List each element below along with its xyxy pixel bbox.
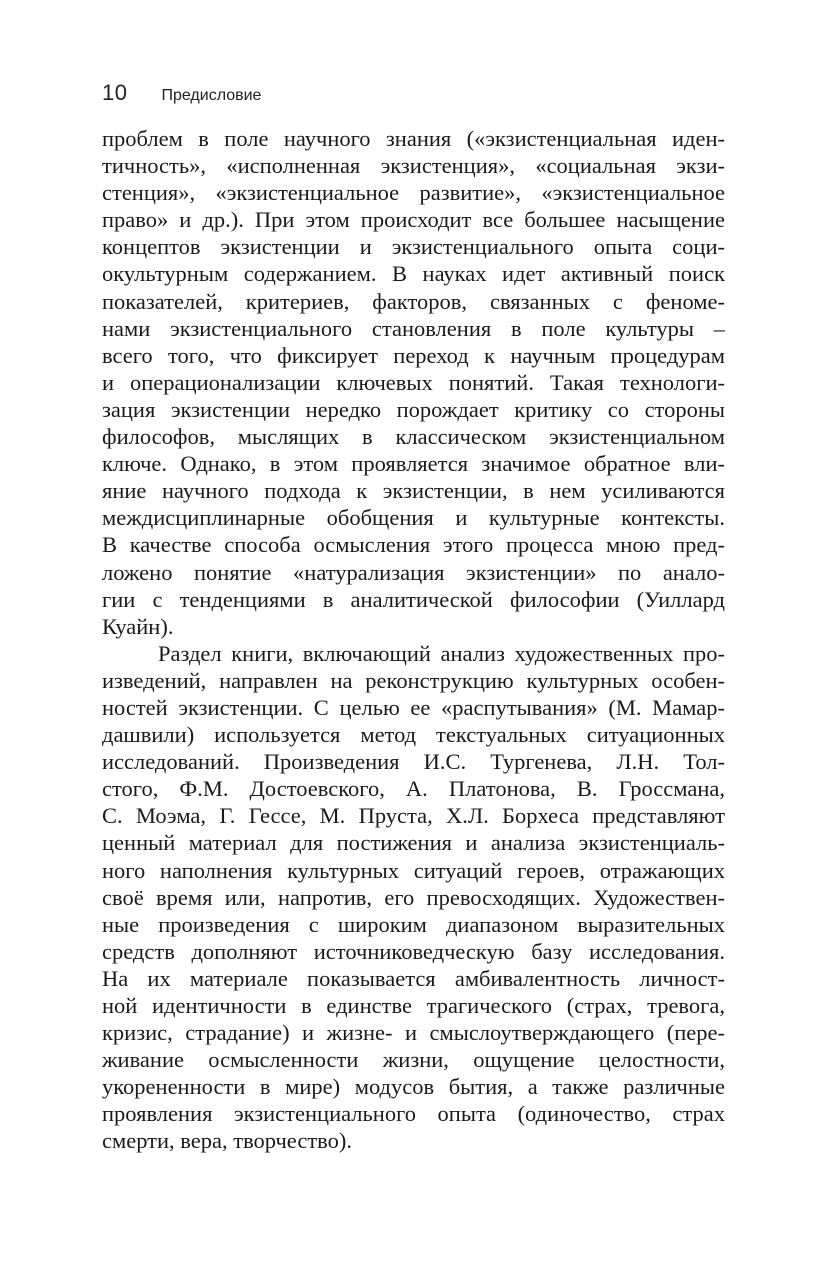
text-line: В качестве способа осмысления этого процесса мною пред- [102,532,725,558]
text-line: укорененности в мире) модусов бытия, а также различные [102,1074,725,1100]
text-line: проявления экзистенциального опыта (одиночество, страх [102,1101,725,1127]
text-line: зация экзистенции нередко порождает критику со стороны [102,396,725,422]
text-line: ключе. Однако, в этом проявляется значимое обратное вли- [102,451,725,477]
text-line: На их материале показывается амбивалентность личност- [102,965,725,991]
text-line: нами экзистенциального становления в поле культуры – [102,315,725,341]
text-line: ные произведения с широким диапазоном выразительных [102,911,725,937]
text-line: проблем в поле научного знания («экзистенциальная иден- [102,126,725,151]
running-title: Предисловие [161,87,262,104]
text-line: ной идентичности в единстве трагического (страх, тревога, [102,993,725,1018]
text-line: гии с тенденциями в аналитической философии (Уиллард [102,586,725,612]
text-line: С. Моэма, Г. Гессе, М. Пруста, Х.Л. Борхеса представляют [102,803,725,829]
text-line: междисциплинарные обобщения и культурные контексты. [102,505,725,531]
text-line: исследований. Произведения И.С. Тургенева, Л.Н. Тол- [102,749,725,775]
text-line: показателей, критериев, факторов, связанных с феноме- [102,288,725,314]
running-head [102,80,261,110]
text-line: дашвили) используется метод текстуальных ситуационных [102,722,725,748]
text-line: стенция», «экзистенциальное развитие», «экзистенциальное [102,180,725,206]
text-line: Куайн). [102,613,174,639]
text-line: ложено понятие «натурализация экзистенции» по анало- [102,559,725,585]
text-line: Раздел книги, включающий анализ художественных про- [158,640,725,666]
paragraph [102,640,725,1155]
text-line: и операционализации ключевых понятий. Такая технологи- [102,369,725,395]
text-line: изведений, направлен на реконструкцию культурных особен- [102,667,725,693]
text-line: стого, Ф.М. Достоевского, А. Платонова, В. Гроссмана, [102,776,725,802]
text-line: живание осмысленности жизни, ощущение целостности, [102,1047,725,1073]
text-line: ценный материал для постижения и анализа экзистенциаль- [102,830,725,856]
text-line: яние научного подхода к экзистенции, в нем усиливаются [102,478,725,504]
text-line: кризис, страдание) и жизне- и смыслоутверждающего (пере- [102,1020,725,1046]
body-text [102,125,725,1155]
text-line: своё время или, напротив, его превосходящих. Художествен- [102,884,725,910]
text-line: ностей экзистенции. С целью ее «распутывания» (М. Мамар- [102,694,725,720]
text-line: концептов экзистенции и экзистенциального опыта соци- [102,234,725,260]
text-line: смерти, вера, творчество). [102,1128,353,1154]
text-line: окультурным содержанием. В науках идет активный поиск [102,261,725,287]
text-line: ного наполнения культурных ситуаций героев, отражающих [102,857,725,883]
text-line: философов, мыслящих в классическом экзистенциальном [102,424,725,450]
page-number: 10 [102,80,128,105]
text-line: тичность», «исполненная экзистенция», «социальная экзи- [102,153,725,179]
paragraph [102,125,725,640]
text-line: всего того, что фиксирует переход к научным процедурам [102,342,725,368]
text-line: право» и др.). При этом происходит все большее насыщение [102,207,725,233]
text-line: средств дополняют источниковедческую базу исследования. [102,938,725,964]
